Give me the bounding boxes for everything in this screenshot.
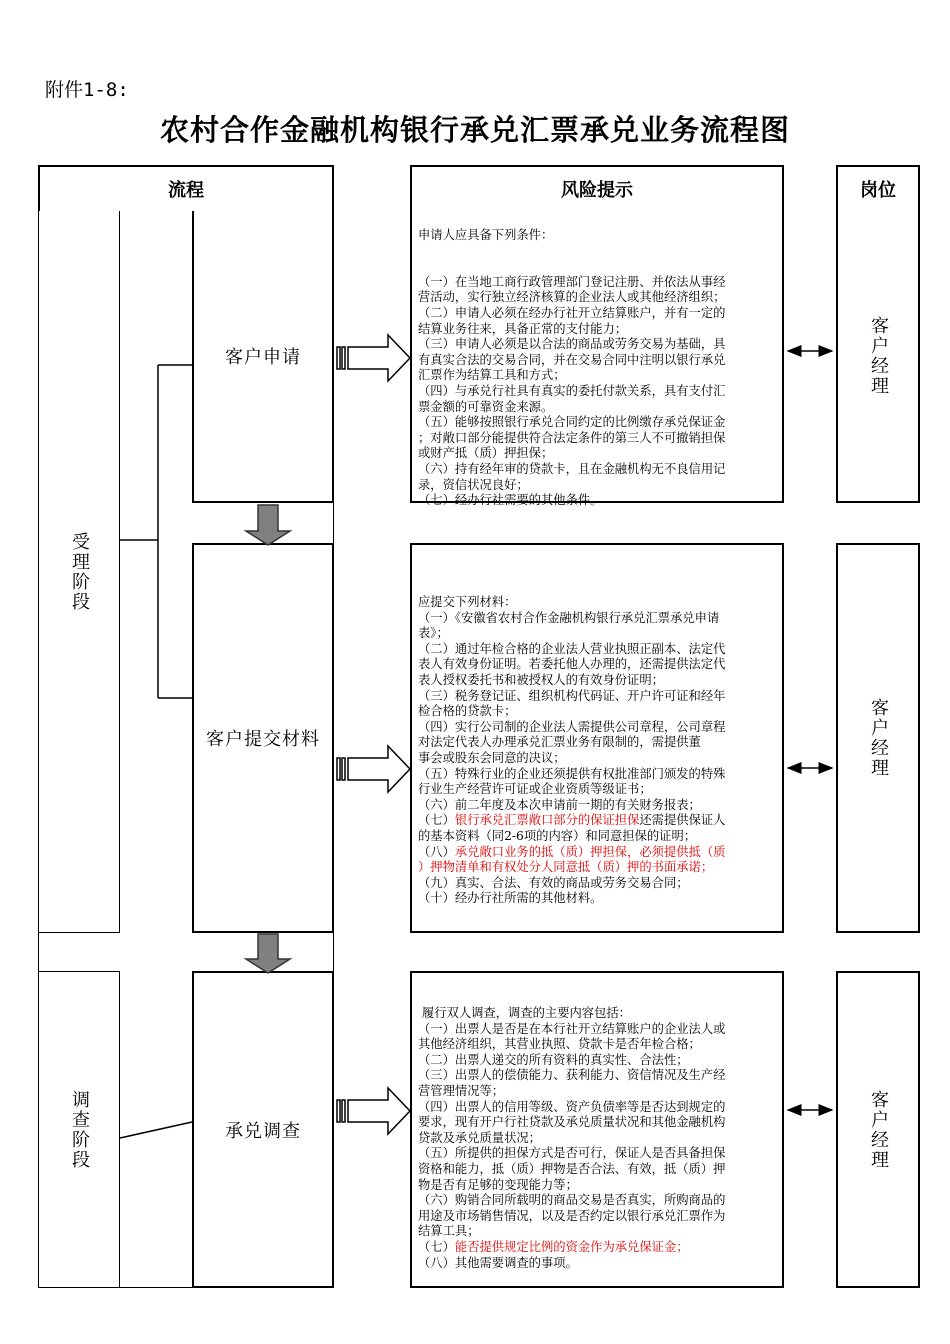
risk-line: （七）经办行社需要的其他条件。 [418, 493, 603, 508]
position-investigation-label: 客户经理 [868, 1089, 889, 1170]
risk-line: （二）出票人递交的所有资料的真实性、合法性； [418, 1052, 689, 1067]
risk-line: 其他经济组织，其营业执照、贷款卡是否年检合格； [418, 1037, 701, 1052]
risk-line: 票金额的可靠资金来源。 [418, 399, 554, 414]
risk-line: （八）其他需要调查的事项。 [418, 1255, 578, 1270]
risk-line: 营活动，实行独立经济核算的企业法人或其他经济组织； [418, 290, 726, 305]
risk-line: （二）通过年检合格的企业法人营业执照正副本、法定代 [418, 641, 726, 656]
risk-line: （十）经办行社所需的其他材料。 [418, 891, 603, 906]
risk-line: （四）实行公司制的企业法人需提供公司章程，公司章程 [418, 719, 726, 734]
risk-line: 履行双人调查，调查的主要内容包括： [418, 1006, 631, 1020]
risk-line: （七）银行承兑汇票敞口部分的保证担保还需提供保证人 [418, 813, 726, 828]
step-submit-materials-label: 客户提交材料 [206, 729, 320, 750]
header-position-label: 岗位 [860, 180, 896, 201]
risk-line: 或财产抵（质）押担保； [418, 446, 554, 461]
step-acceptance-investigation-label: 承兑调查 [225, 1120, 301, 1142]
down-arrow-2 [246, 934, 290, 973]
down-arrow-1 [246, 505, 290, 545]
risk-line: 事会或股东会同意的决议； [418, 750, 566, 765]
page-title: 农村合作金融机构银行承兑汇票承兑业务流程图 [159, 113, 790, 147]
risk-line: 营管理情况等； [418, 1083, 505, 1098]
risk-line: （五）特殊行业的企业还须提供有权批准部门颁发的特殊 [418, 766, 726, 781]
risk-line: （四）出票人的信用等级、资产负债率等是否达到规定的 [418, 1099, 726, 1114]
risk-line: 结算工具； [418, 1224, 480, 1239]
risk-line: 应提交下列材料： [418, 595, 517, 609]
right-arrow-1 [337, 335, 410, 381]
risk-line: 的基本资料（同2-6项的内容）和同意担保的证明； [418, 828, 697, 843]
risk-line: （三）税务登记证、组织机构代码证、开户许可证和经年 [418, 688, 726, 703]
risk-line: 表人有效身份证明。若委托他人办理的，还需提供法定代 [418, 657, 726, 672]
bracket-accept [120, 365, 192, 698]
bracket-investigate [120, 1122, 192, 1138]
risk-line: （三）出票人的偿债能力、获利能力、资信情况及生产经 [418, 1068, 726, 1083]
risk-line: （五）所提供的担保方式是否可行，保证人是否具备担保 [418, 1146, 726, 1161]
risk-line: 物是否有足够的变现能力等； [418, 1177, 578, 1192]
risk-line: （九）真实、合法、有效的商品或劳务交易合同； [418, 875, 689, 890]
risk-line: （一）出票人是否是在本行社开立结算账户的企业法人或 [418, 1021, 726, 1036]
risk-line: 要求，现有开户行社贷款及承兑质量状况和其他金融机构 [418, 1115, 726, 1130]
risk-line: 有真实合法的交易合同，并在交易合同中注明以银行承兑 [418, 352, 726, 367]
header-process-label: 流程 [168, 180, 204, 201]
header-risk-label: 风险提示 [561, 180, 633, 201]
step-customer-apply-label: 客户申请 [225, 347, 301, 368]
risk-line: （八）承兑敞口业务的抵（质）押担保，必须提供抵（质 [418, 844, 726, 859]
risk-line: 对法定代表人办理承兑汇票业务有限制的，需提供董 [418, 735, 701, 750]
risk-line: 录，资信状况良好； [418, 477, 529, 492]
right-arrow-3 [337, 1088, 410, 1134]
risk-line: （三）申请人必须是以合法的商品或劳务交易为基础，具 [418, 337, 726, 352]
stage-accept-label: 受理阶段 [69, 531, 90, 612]
position-apply-label: 客户经理 [868, 316, 889, 396]
risk-line: 行业生产经营许可证或企业资质等级证书； [418, 782, 652, 797]
risk-line: 表》； [418, 626, 449, 641]
risk-line: （五）能够按照银行承兑合同约定的比例缴存承兑保证金 [418, 415, 726, 430]
risk-line: （六）购销合同所载明的商品交易是否真实，所购商品的 [418, 1193, 726, 1208]
risk-line: （六）持有经年审的贷款卡，且在金融机构无不良信用记 [418, 461, 726, 476]
right-arrow-2 [337, 746, 410, 792]
risk-line: （一）《安徽省农村合作金融机构银行承兑汇票承兑申请 [418, 610, 720, 625]
risk-line: 汇票作为结算工具和方式； [418, 368, 566, 383]
position-materials-label: 客户经理 [868, 698, 889, 778]
risk-line: （七）能否提供规定比例的资金作为承兑保证金； [418, 1239, 689, 1254]
risk-line: （二）申请人必须在经办行社开立结算账户，并有一定的 [418, 305, 726, 320]
risk-line: （一）在当地工商行政管理部门登记注册、并依法从事经 [418, 274, 726, 289]
risk-line: （六）前二年度及本次申请前一期的有关财务报表； [418, 797, 701, 812]
risk-line: 结算业务往来，具备正常的支付能力； [418, 321, 628, 336]
stage-investigate-label: 调查阶段 [69, 1089, 90, 1170]
risk-line: 申请人应具备下列条件： [418, 228, 554, 242]
risk-line: ）押物清单和有权处分人同意抵（质）押的书面承诺； [418, 860, 714, 875]
risk-line: 贷款及承兑质量状况； [418, 1130, 541, 1145]
risk-line: （四）与承兑行社具有真实的委托付款关系，具有支付汇 [418, 383, 726, 398]
risk-line: 资格和能力，抵（质）押物是否合法、有效，抵（质）押 [418, 1161, 726, 1176]
annex-label: 附件1-8: [45, 79, 129, 101]
risk-line: 表人授权委托书和被授权人的有效身份证明； [418, 672, 664, 687]
risk-line: ；对敞口部分能提供符合法定条件的第三人不可撤销担保 [418, 430, 726, 445]
risk-line: 检合格的贷款卡； [418, 704, 517, 719]
risk-line: 用途及市场销售情况，以及是否约定以银行承兑汇票作为 [418, 1208, 726, 1223]
